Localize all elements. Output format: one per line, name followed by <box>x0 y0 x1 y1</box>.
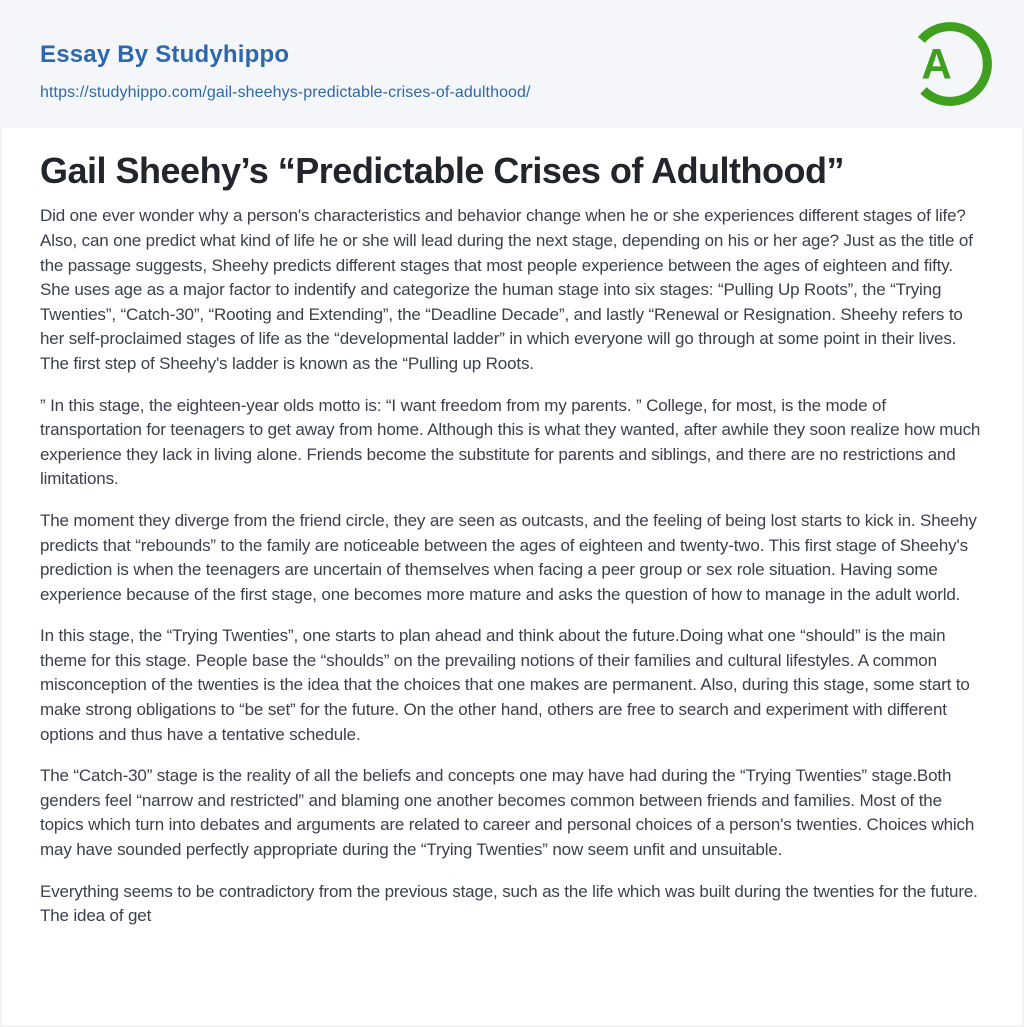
site-header <box>0 0 1024 128</box>
article-url-link[interactable]: https://studyhippo.com/gail-sheehys-predictable-crises-of-adulthood/ <box>40 84 531 102</box>
logo-letter: A <box>921 40 952 88</box>
paragraph-3: The moment they diverge from the friend circle, they are seen as outcasts, and the feeling of being lost starts to kick in. Sheehy predicts that “rebounds” to the family are noticeable between the ages of eighteen and twenty-two. This first stage of Sheehy's prediction is when the teenagers are uncertain of themselves when facing a peer group or sex role situation. Having some experience because of the first stage, one becomes more mature and asks the question of how to manage in the adult world. <box>40 510 977 604</box>
paragraph-4: In this stage, the “Trying Twenties”, one starts to plan ahead and think about the future.Doing what one “should” is the main theme for this stage. People base the “shoulds” on the prevailing notions of their families and cultural lifestyles. A common misconception of the twenties is the idea that the choices that one makes are permanent. Also, during this stage, some start to make strong obligations to “be set” for the future. On the other hand, others are free to search and experiment with different options and thus have a tentative schedule. <box>40 626 970 744</box>
studyhippo-logo-icon <box>904 18 996 110</box>
paragraph-2: ” In this stage, the eighteen-year olds motto is: “I want freedom from my parents. ” College, for most, is the mode of transportation for teenagers to get away from home. Although this is what they wanted, after awhile they soon realize how much experience they lack in living alone. Friends become the substitute for parents and siblings, and there are no restrictions and limitations. <box>40 395 981 489</box>
paragraph-6: Everything seems to be contradictory from the previous stage, such as the life which was built during the twenties for the future. The idea of get <box>40 881 978 926</box>
article-title: Gail Sheehy’s “Predictable Crises of Adulthood” <box>40 150 845 191</box>
site-title: Essay By Studyhippo <box>40 41 290 68</box>
article-content <box>0 150 1024 929</box>
paragraph-1: Did one ever wonder why a person's characteristics and behavior change when he or she experiences different stages of life? Also, can one predict what kind of life he or she will lead during the next stage, depending on his or her age? Just as the title of the passage suggests, Sheehy predicts different stages that most people experience between the ages of eighteen and fifty. She uses age as a major factor to indentify and categorize the human stage into six stages: “Pulling Up Roots”, the “Trying Twenties”, “Catch-30”, “Rooting and Extending”, the “Deadline Decade”, and lastly “Renewal or Resignation. Sheehy refers to her self-proclaimed stages of life as the “developmental ladder” in which everyone will go through at some point in their lives. The first step of Sheehy's ladder is known as the “Pulling up Roots. <box>40 206 973 373</box>
article-body <box>40 204 984 928</box>
paragraph-5: The “Catch-30” stage is the reality of all the beliefs and concepts one may have had during the “Trying Twenties” stage.Both genders feel “narrow and restricted” and blaming one another becomes common between friends and families. Most of the topics which turn into debates and arguments are related to career and personal choices of a person's twenties. Choices which may have sounded perfectly appropriate during the “Trying Twenties” now seem unfit and unsuitable. <box>40 766 975 860</box>
